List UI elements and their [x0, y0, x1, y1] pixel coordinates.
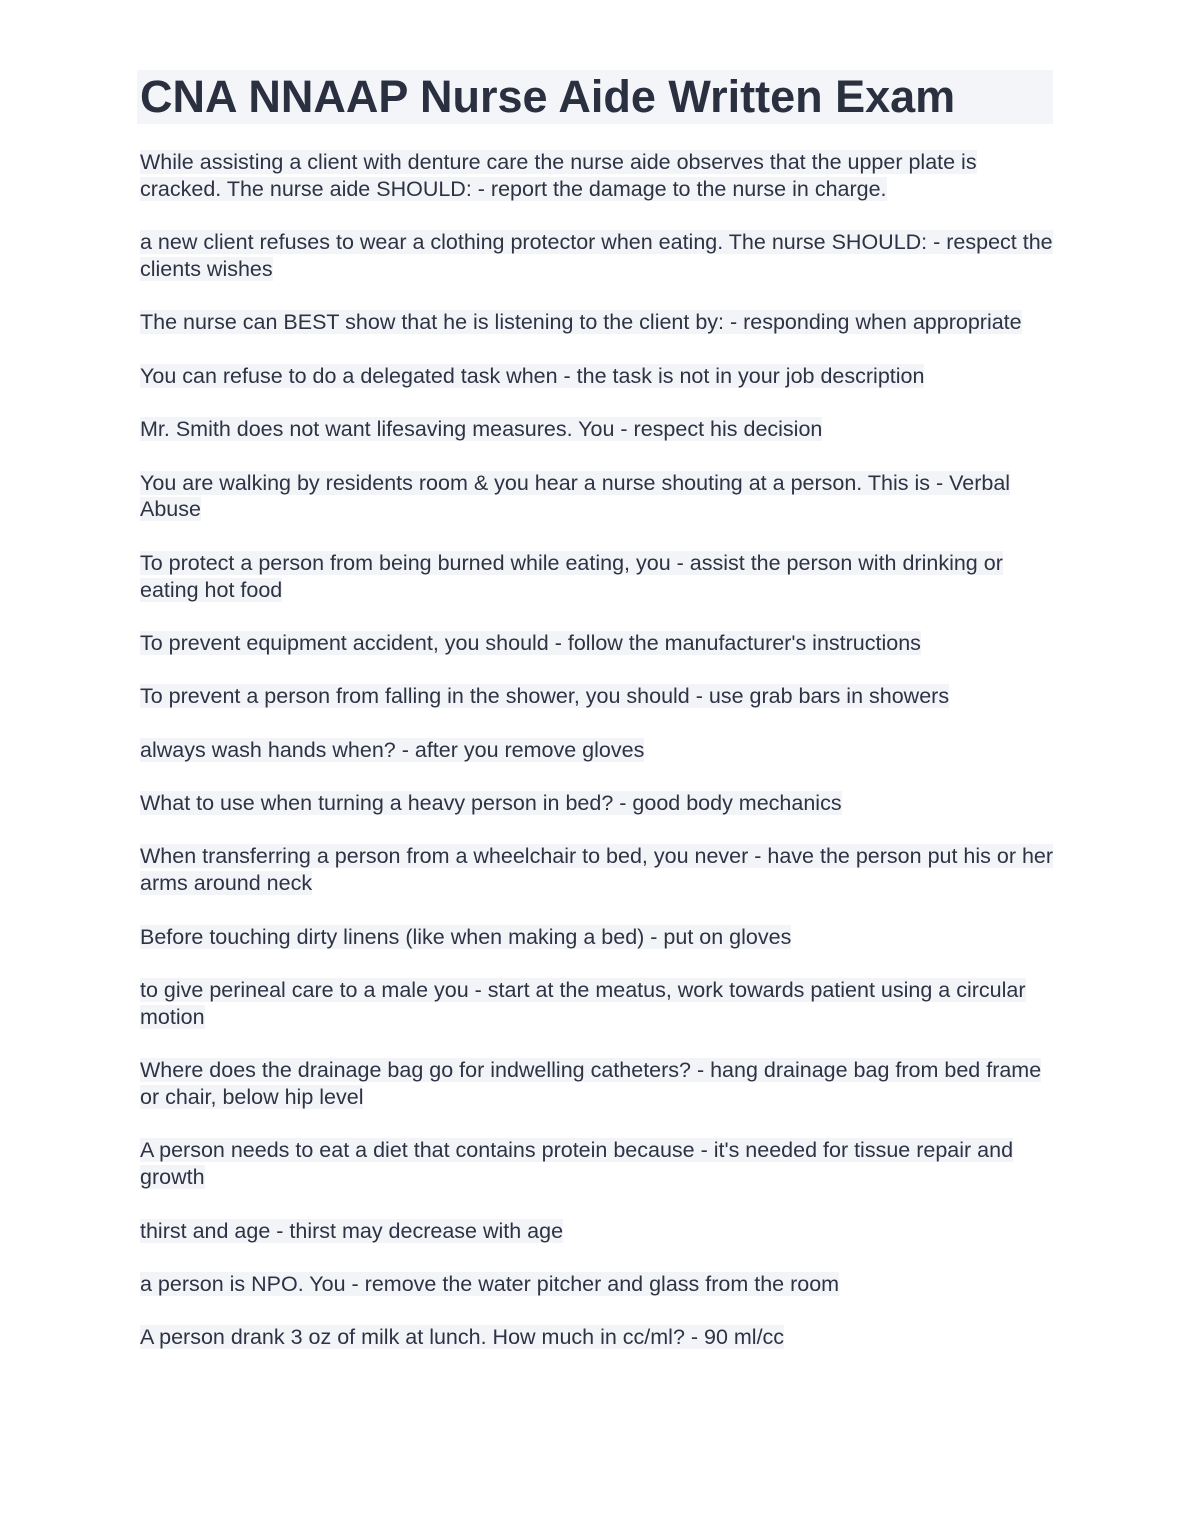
qa-text: a new client refuses to wear a clothing protector when eating. The nurse SHOULD: - respect the clients wishes — [140, 230, 1053, 281]
qa-item — [140, 309, 1060, 336]
qa-item — [140, 1057, 1060, 1111]
qa-item — [140, 149, 1060, 203]
title-block — [137, 70, 1053, 124]
qa-item — [140, 1324, 1060, 1351]
qa-item — [140, 1271, 1060, 1298]
qa-text: always wash hands when? - after you remove gloves — [140, 737, 645, 762]
qa-text: to give perineal care to a male you - start at the meatus, work towards patient using a circular motion — [140, 978, 1026, 1029]
qa-item — [140, 683, 1060, 710]
document-title: CNA NNAAP Nurse Aide Written Exam — [140, 71, 956, 122]
qa-text: To prevent a person from falling in the shower, you should - use grab bars in showers — [140, 684, 950, 709]
qa-text: a person is NPO. You - remove the water pitcher and glass from the room — [140, 1272, 840, 1297]
qa-text: Where does the drainage bag go for indwelling catheters? - hang drainage bag from bed frame or chair, below hip level — [140, 1058, 1042, 1110]
question-answer-list — [140, 149, 1060, 1378]
qa-text: When transferring a person from a wheelchair to bed, you never - have the person put his or her arms around neck — [140, 844, 1054, 896]
qa-text: While assisting a client with denture care the nurse aide observes that the upper plate is cracked. The nurse aide SHOULD: - report the damage to the nurse in charge. — [140, 150, 977, 201]
qa-text: You are walking by residents room & you hear a nurse shouting at a person. This is - Verbal Abuse — [140, 470, 1011, 522]
qa-item — [140, 843, 1060, 897]
qa-text: The nurse can BEST show that he is listening to the client by: - responding when appropriate — [140, 310, 1022, 335]
qa-text: What to use when turning a heavy person in bed? - good body mechanics — [140, 791, 842, 816]
qa-item — [140, 924, 1060, 951]
qa-text: To prevent equipment accident, you should - follow the manufacturer's instructions — [140, 630, 921, 655]
qa-item — [140, 790, 1060, 817]
qa-text: Before touching dirty linens (like when making a bed) - put on gloves — [140, 924, 792, 949]
qa-item — [140, 1137, 1060, 1191]
qa-item — [140, 416, 1060, 443]
qa-text: A person needs to eat a diet that contains protein because - it's needed for tissue repair and growth — [140, 1138, 1014, 1190]
qa-text: thirst and age - thirst may decrease with age — [140, 1218, 564, 1243]
qa-text: You can refuse to do a delegated task when - the task is not in your job description — [140, 363, 925, 388]
qa-text: To protect a person from being burned while eating, you - assist the person with drinking or eating hot food — [140, 550, 1003, 602]
qa-item — [140, 737, 1060, 764]
qa-text: Mr. Smith does not want lifesaving measures. You - respect his decision — [140, 417, 823, 442]
qa-item — [140, 977, 1060, 1031]
qa-item — [140, 550, 1060, 604]
qa-item — [140, 229, 1060, 283]
qa-item — [140, 1218, 1060, 1245]
qa-item — [140, 470, 1060, 524]
qa-item — [140, 363, 1060, 390]
qa-text: A person drank 3 oz of milk at lunch. How much in cc/ml? - 90 ml/cc — [140, 1325, 785, 1350]
qa-item — [140, 630, 1060, 657]
